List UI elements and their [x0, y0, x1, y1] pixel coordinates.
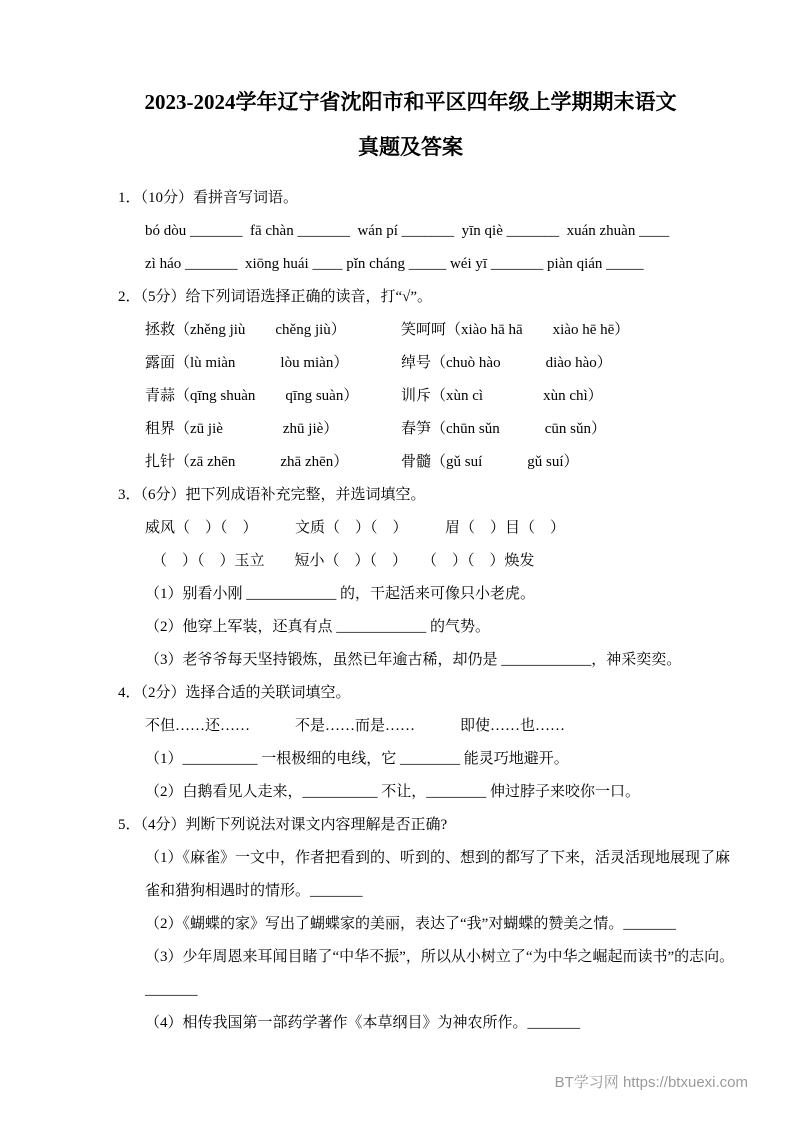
- pronunciation-option-left: 青蒜（qīng shuàn qīng suàn）: [145, 388, 359, 404]
- pinyin-line: bó dòu _______ fā chàn _______ wán pí _______ yīn qiè _______ xuán zhuàn ____: [145, 223, 670, 239]
- idiom-line: （ ）（ ）玉立 短小（ ）（ ） （ ）（ ）焕发: [152, 553, 535, 569]
- judgement-item: （4）相传我国第一部药学著作《本草纲目》为神农所作。_______: [145, 1015, 581, 1031]
- pronunciation-row: [145, 347, 735, 380]
- fill-in-sentence: （3）老爷爷每天坚持锻炼，虽然已年逾古稀，却仍是 ____________，神采奕奕。: [145, 652, 682, 668]
- fill-in-sentence: （2）他穿上军装，还真有点 ____________ 的气势。: [145, 619, 491, 635]
- pinyin-line: zì háo _______ xiōng huái ____ pǐn cháng _____ wéi yī _______ piàn qián _____: [145, 256, 644, 272]
- pronunciation-option-right: 春笋（chūn sǔn cūn sǔn）: [401, 421, 606, 437]
- question-5: [118, 809, 735, 1040]
- question-2-header: 2．（5分）给下列词语选择正确的读音，打“√”。: [118, 289, 433, 305]
- pronunciation-option-right: 笑呵呵（xiào hā hā xiào hē hē）: [401, 322, 630, 338]
- pronunciation-option-right: 训斥（xùn cì xùn chì）: [401, 388, 603, 404]
- question-4-header: 4．（2分）选择合适的关联词填空。: [118, 685, 351, 701]
- pronunciation-option-left: 拯救（zhěng jiù chěng jiù）: [145, 322, 346, 338]
- pronunciation-option-left: 扎针（zā zhēn zhā zhēn）: [145, 454, 349, 470]
- conjunction-options: 不但……还…… 不是……而是…… 即使……也……: [145, 718, 566, 734]
- fill-in-sentence: （2）白鹅看见人走来，__________ 不让，________ 伸过脖子来咬你一口。: [145, 784, 641, 800]
- question-4: [118, 677, 735, 809]
- judgement-item: （3）少年周恩来耳闻目睹了“中华不振”，所以从小树立了“为中华之崛起而读书”的志向。_______: [145, 949, 735, 998]
- judgement-item: （1）《麻雀》一文中，作者把看到的、听到的、想到的都写了下来，活灵活现地展现了麻雀和猎狗相遇时的情形。_______: [145, 850, 731, 899]
- pronunciation-option-left: 露面（lù miàn lòu miàn）: [145, 355, 349, 371]
- pronunciation-row: [145, 380, 735, 413]
- question-1: [118, 182, 735, 281]
- pronunciation-option-right: 绰号（chuò hào diào hào）: [401, 355, 612, 371]
- title-line-1: 2023-2024学年辽宁省沈阳市和平区四年级上学期期末语文: [144, 90, 677, 114]
- pronunciation-option-left: 租界（zū jiè zhū jiè）: [145, 421, 339, 437]
- pronunciation-row: [145, 413, 735, 446]
- question-3: [118, 479, 735, 677]
- pronunciation-row: [145, 314, 735, 347]
- judgement-item: （2）《蝴蝶的家》写出了蝴蝶家的美丽，表达了“我”对蝴蝶的赞美之情。_______: [145, 916, 676, 932]
- site-watermark-link[interactable]: BT学习网 https://btxuexi.com: [554, 1074, 748, 1091]
- fill-in-sentence: （1）__________ 一根极细的电线，它 ________ 能灵巧地避开。: [145, 751, 569, 767]
- title-line-2: 真题及答案: [358, 135, 463, 159]
- pronunciation-option-right: 骨髓（gǔ suí gǔ suí）: [401, 454, 579, 470]
- pronunciation-row: [145, 446, 735, 479]
- question-3-header: 3．（6分）把下列成语补充完整，并选词填空。: [118, 487, 426, 503]
- idiom-line: 威风（ ）（ ） 文质（ ）（ ） 眉（ ）目（ ）: [145, 520, 566, 536]
- page-title: [88, 80, 733, 170]
- question-1-header: 1．（10分）看拼音写词语。: [118, 190, 299, 206]
- question-5-header: 5．（4分）判断下列说法对课文内容理解是否正确?: [118, 817, 448, 833]
- fill-in-sentence: （1）别看小刚 ____________ 的，干起活来可像只小老虎。: [145, 586, 536, 602]
- question-2: [118, 281, 735, 479]
